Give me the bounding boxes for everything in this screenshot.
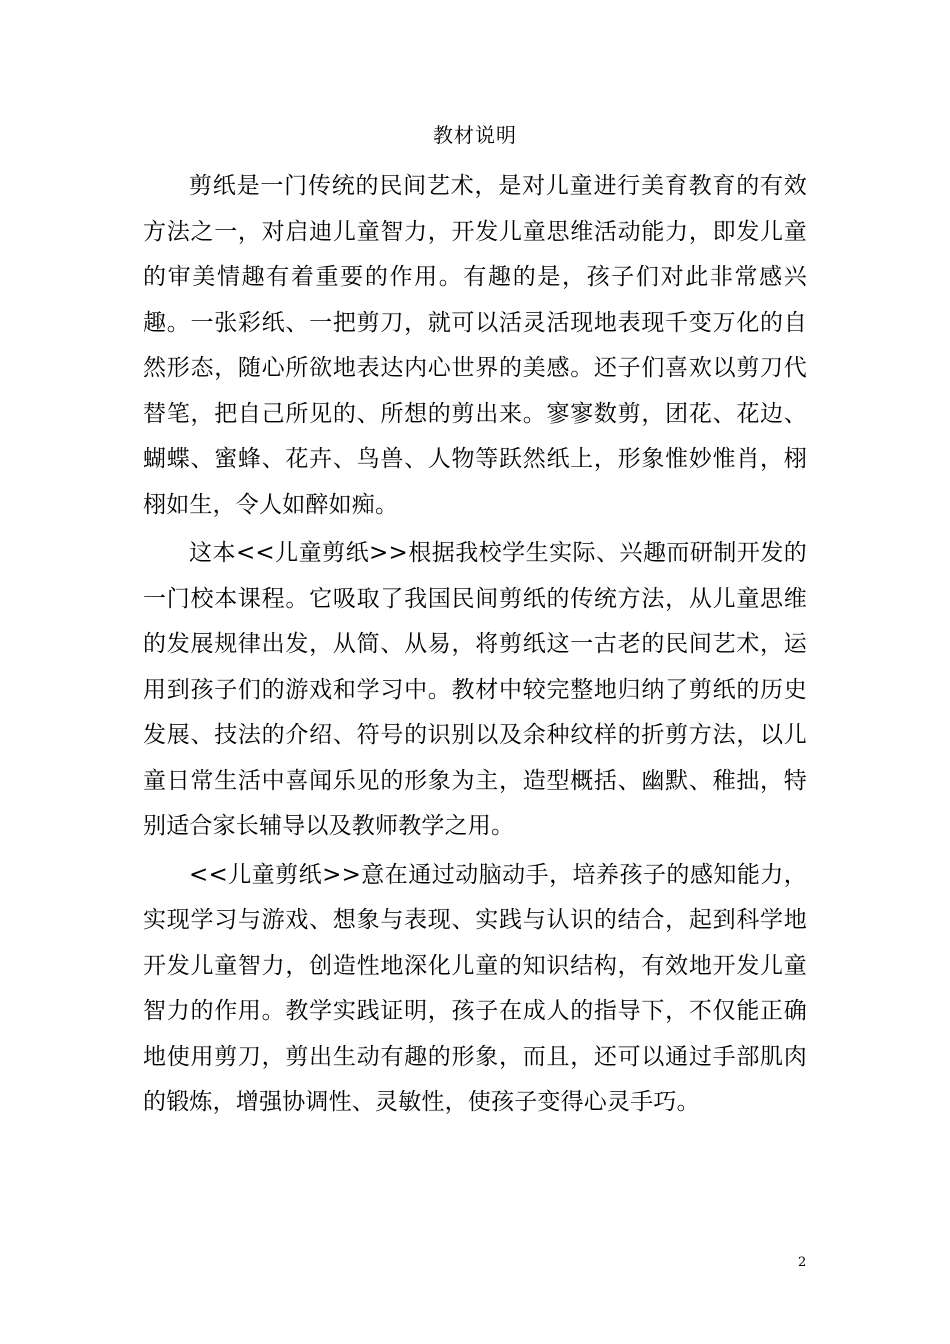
document-body — [143, 164, 807, 1129]
paragraph-intro: 剪纸是一门传统的民间艺术，是对儿童进行美育教育的有效方法之一，对启迪儿童智力，开发儿童思维活动能力，即发儿童的审美情趣有着重要的作用。有趣的是，孩子们对此非常感兴趣。一张彩纸、一把剪刀，就可以活灵活现地表现千变万化的自然形态，随心所欲地表达内心世界的美感。还子们喜欢以剪刀代替笔，把自己所见的、所想的剪出来。寥寥数剪，团花、花边、蝴蝶、蜜蜂、花卉、鸟兽、人物等跃然纸上，形象惟妙惟肖，栩栩如生，令人如醉如痴。 — [143, 173, 807, 518]
paragraph-purpose: <<儿童剪纸>>意在通过动脑动手，培养孩子的感知能力，实现学习与游戏、想象与表现、实践与认识的结合，起到科学地开发儿童智力，创造性地深化儿童的知识结构，有效地开发儿童智力的作用。教学实践证明，孩子在成人的指导下，不仅能正确地使用剪刀，剪出生动有趣的形象，而且，还可以通过手部肌肉的锻炼，增强协调性、灵敏性，使孩子变得心灵手巧。 — [143, 861, 807, 1115]
page-number: 2 — [798, 1255, 807, 1270]
page-title: 教材说明 — [433, 123, 517, 147]
paragraph-course: 这本<<儿童剪纸>>根据我校学生实际、兴趣而研制开发的一门校本课程。它吸取了我国民间剪纸的传统方法，从儿童思维的发展规律出发，从简、从易，将剪纸这一古老的民间艺术，运用到孩子们的游戏和学习中。教材中较完整地归纳了剪纸的历史发展、技法的介绍、符号的识别以及余种纹样的折剪方法，以儿童日常生活中喜闻乐见的形象为主，造型概括、幽默、稚拙，特别适合家长辅导以及教师教学之用。 — [143, 540, 807, 839]
